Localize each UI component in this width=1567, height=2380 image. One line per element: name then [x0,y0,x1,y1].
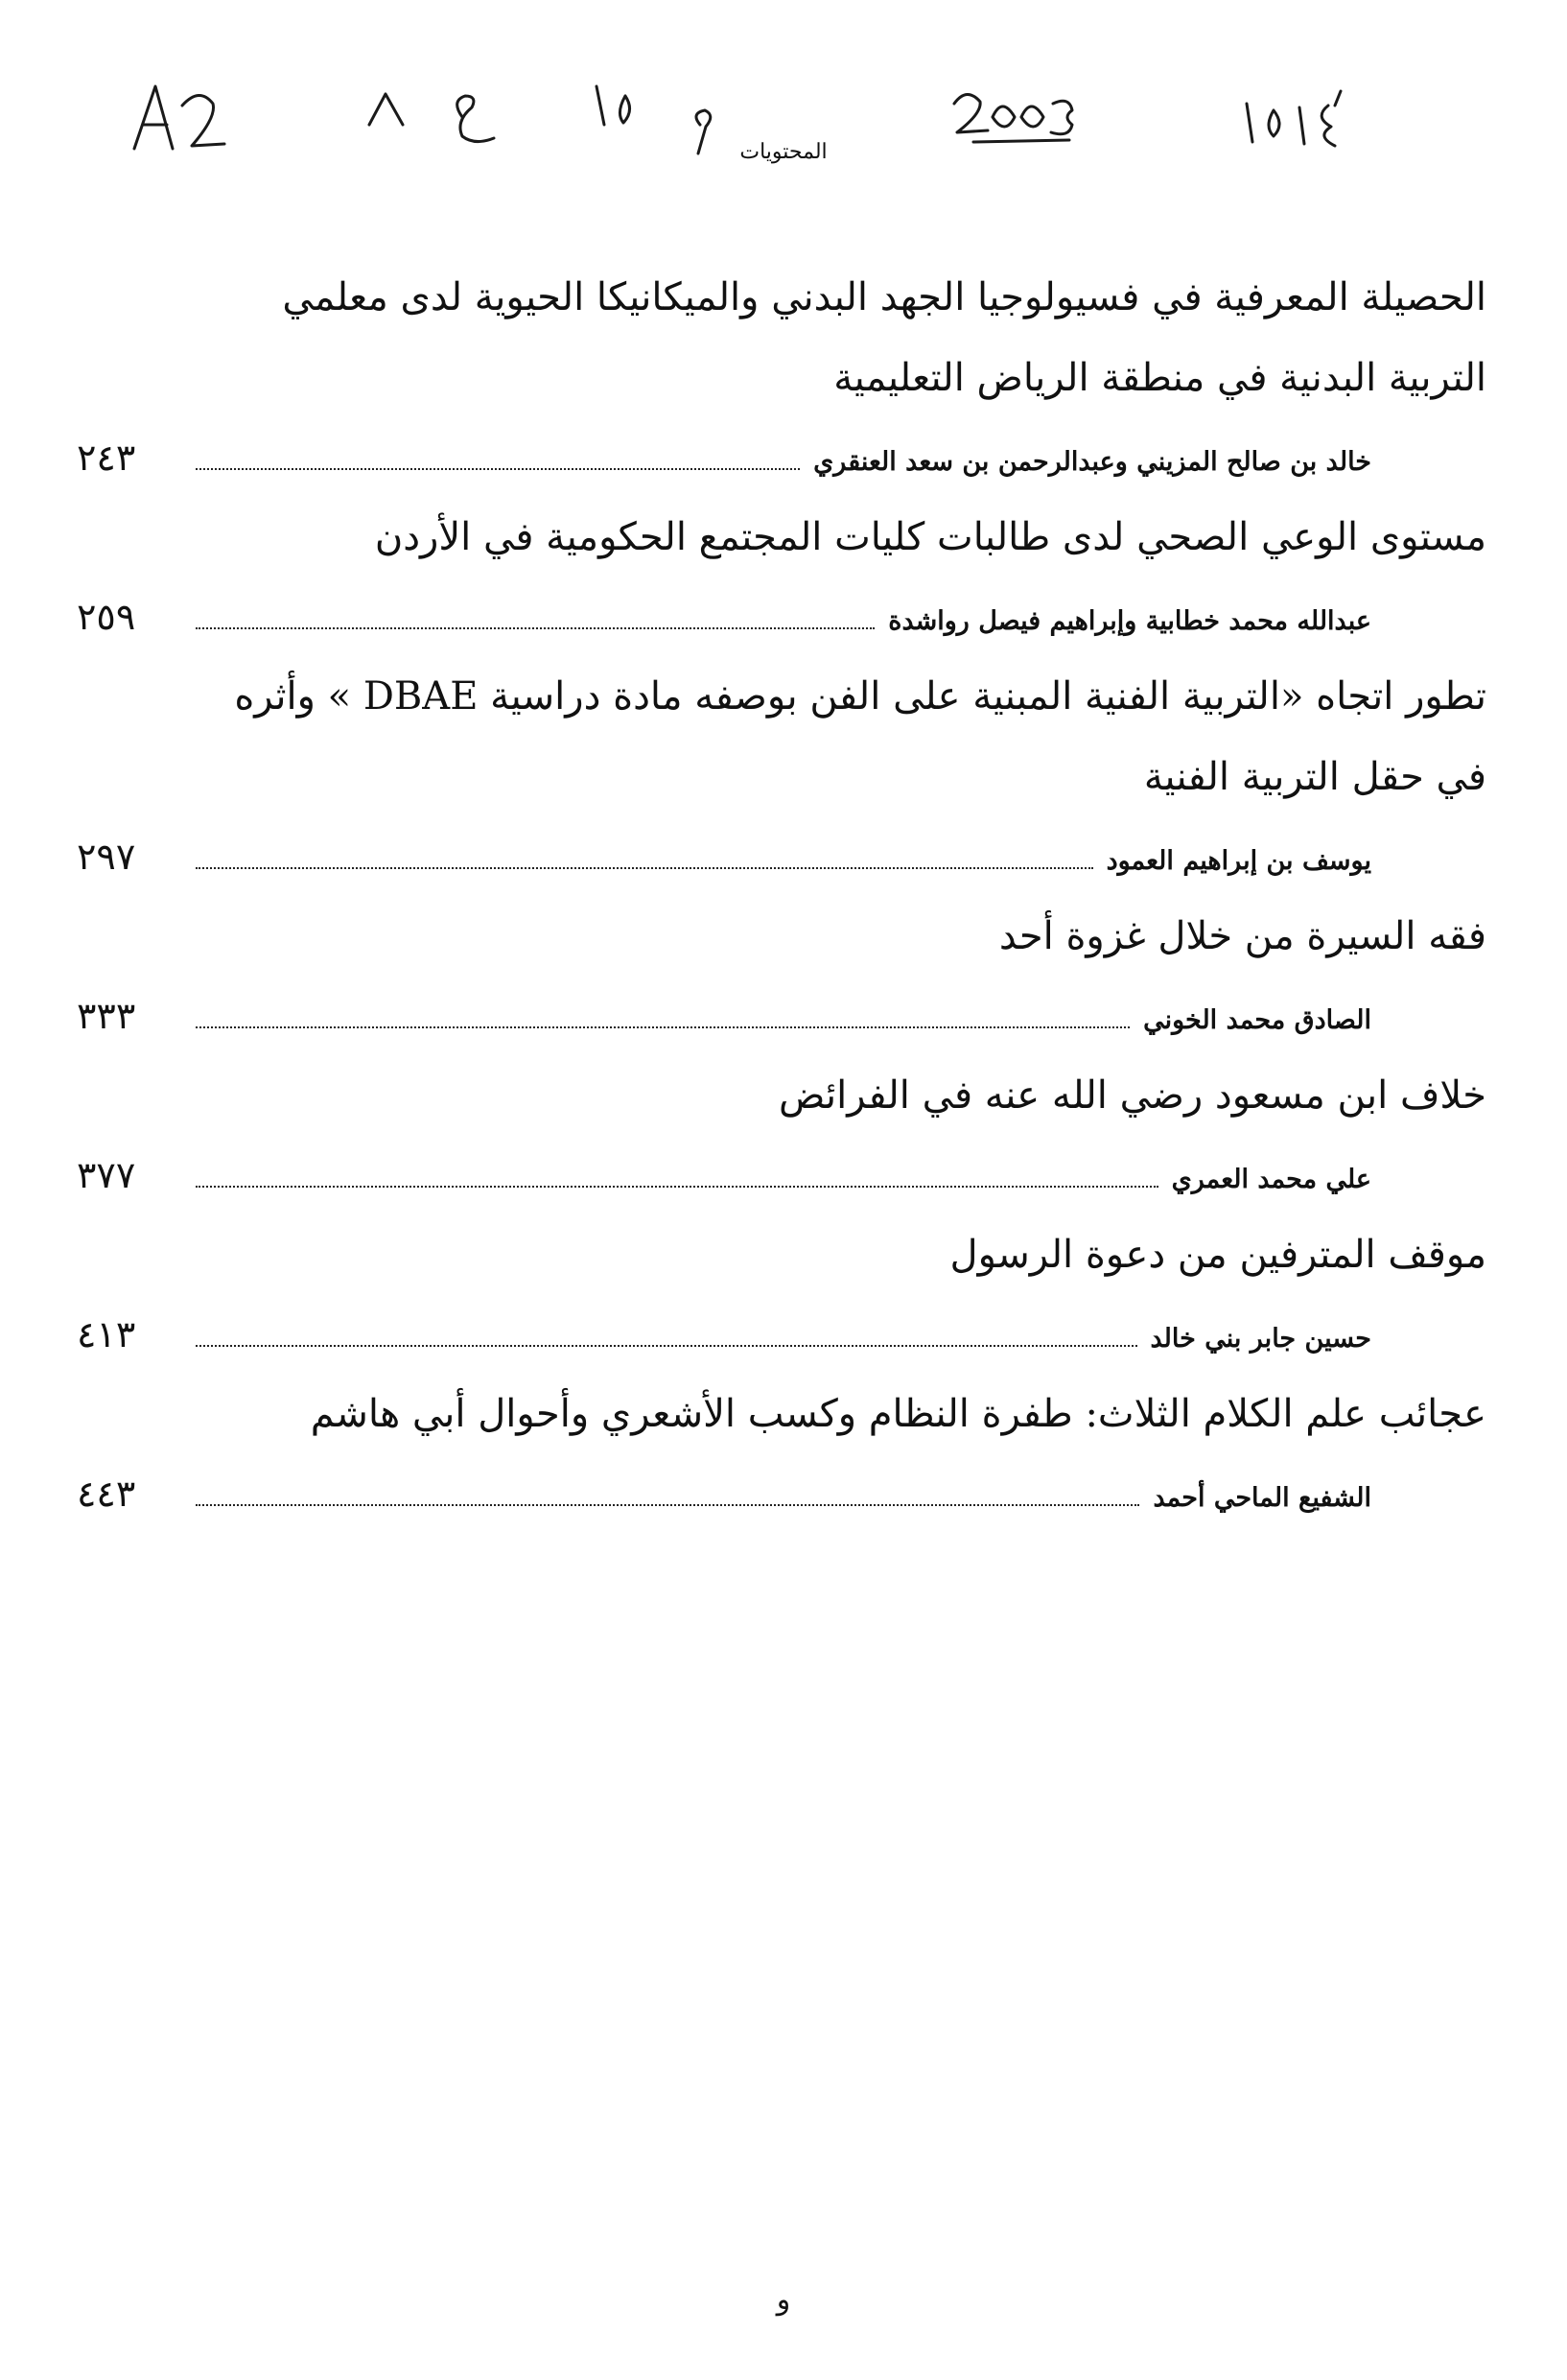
toc-entry-title: عجائب علم الكلام الثلاث: طفرة النظام وكسب الأشعري وأحوال أبي هاشم [310,1392,1486,1436]
toc-entry [77,1055,1486,1214]
toc-entry-author: خالد بن صالح المزيني وعبدالرحمن بن سعد العنقري [813,447,1371,477]
toc-entry-title: التربية البدنية في منطقة الرياض التعليمية [833,356,1486,400]
toc-entry-title: في حقل التربية الفنية [1143,755,1486,799]
toc-entry-page-number: ٣٧٧ [77,1154,136,1196]
toc-entry-author: الصادق محمد الخوني [1143,1005,1371,1035]
toc-entry-author-row [77,1136,1486,1214]
running-head: المحتويات [739,140,828,164]
dot-leader [196,445,800,470]
toc-entry-author-row [77,1454,1486,1533]
toc-entry-author: عبدالله محمد خطابية وإبراهيم فيصل رواشدة [888,606,1371,636]
dot-leader [196,1163,1158,1188]
toc-entry-page-number: ٢٩٧ [77,836,136,878]
toc-entry [77,1214,1486,1374]
toc-entry-title: مستوى الوعي الصحي لدى طالبات كليات المجتمع الحكومية في الأردن [374,515,1486,559]
toc-entry-author-row [77,418,1486,497]
page-number: و [776,2283,791,2317]
toc-entry-page-number: ٢٤٣ [77,436,136,479]
toc-entry-author: حسين جابر بني خالد [1150,1324,1371,1354]
toc-entry-author-row [77,817,1486,896]
toc-entry-title: تطور اتجاه «التربية الفنية المبنية على الفن بوصفه مادة دراسية DBAE » وأثره [234,674,1486,719]
dot-leader [196,1322,1137,1347]
toc-entry [77,1374,1486,1533]
toc-entry-author-row [77,577,1486,656]
toc-entry-author: علي محمد العمري [1171,1165,1371,1194]
dot-leader [196,1481,1139,1506]
toc-entry-page-number: ٣٣٣ [77,995,136,1037]
toc-entry-author-row [77,1295,1486,1374]
toc-entry-title: فقه السيرة من خلال غزوة أحد [998,914,1486,958]
toc-entry-title: الحصيلة المعرفية في فسيولوجيا الجهد البدني والميكانيكا الحيوية لدى معلمي [282,275,1486,319]
toc-entry-title: خلاف ابن مسعود رضي الله عنه في الفرائض [779,1073,1486,1118]
toc-entry-page-number: ٤١٣ [77,1313,136,1355]
toc-entry [77,257,1486,497]
toc-entry-title: موقف المترفين من دعوة الرسول [949,1233,1486,1277]
table-of-contents [77,257,1486,1533]
toc-entry-author: يوسف بن إبراهيم العمود [1106,846,1371,876]
dot-leader [196,844,1093,869]
dot-leader [196,1003,1130,1028]
toc-entry-page-number: ٤٤٣ [77,1473,136,1515]
toc-entry-author: الشفيع الماحي أحمد [1153,1483,1371,1513]
dot-leader [196,604,875,629]
toc-entry [77,896,1486,1055]
toc-entry [77,497,1486,656]
toc-entry [77,656,1486,896]
toc-entry-page-number: ٢٥٩ [77,596,136,638]
toc-entry-author-row [77,977,1486,1055]
